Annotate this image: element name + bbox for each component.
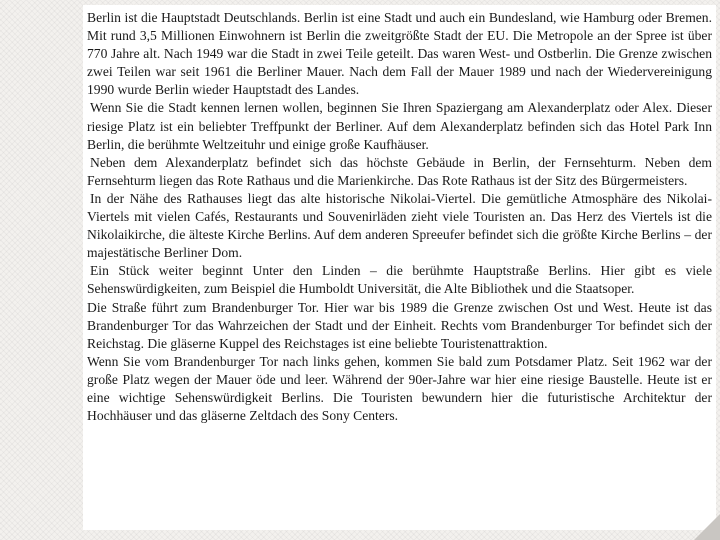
paragraph-alexanderplatz: Wenn Sie die Stadt kennen lernen wollen, beginnen Sie Ihren Spaziergang am Alexanderplatz oder Alex. Dieser riesige Platz ist ein beliebter Treffpunkt der Berliner. Auf dem Alexanderplatz befinden sich das Hotel Park Inn Berlin, die berühmte Weltzeituhr und einige große Kaufhäuser. <box>87 100 712 152</box>
paragraph-potsdamer-platz: Wenn Sie vom Brandenburger Tor nach links gehen, kommen Sie bald zum Potsdamer Platz. Seit 1962 war der große Platz wegen der Mauer öde und leer. Während der 90er-Jahre war hier eine riesige Baustelle. Heute ist er eine wichtige Sehenswürdigkeit Berlins. Die Touristen bewundern hier die futuristische Architektur der Hochhäuser und das gläserne Zeltdach des Sony Centers. <box>87 353 712 424</box>
page-curl-corner <box>694 514 720 540</box>
text-panel <box>83 5 716 530</box>
paragraph-fernsehturm: Neben dem Alexanderplatz befindet sich das höchste Gebäude in Berlin, der Fernsehturm. Neben dem Fernsehturm liegen das Rote Rathaus und die Marienkirche. Das Rote Rathaus ist der Sitz des Bürgermeisters. <box>87 154 712 188</box>
paragraph-brandenburger-tor: Die Straße führt zum Brandenburger Tor. Hier war bis 1989 die Grenze zwischen Ost und West. Heute ist das Brandenburger Tor das Wahrzeichen der Stadt und der Einheit. Rechts vom Brandenburger Tor befindet sich der Reichstag. Die gläserne Kuppel des Reichstages ist eine beliebte Touristenattraktion. <box>87 299 712 351</box>
paragraph-intro: Berlin ist die Hauptstadt Deutschlands. Berlin ist eine Stadt und auch ein Bundesland, wie Hamburg oder Bremen. Mit rund 3,5 Millionen Einwohnern ist Berlin die zweitgrößte Stadt der EU. Die Metropole an der Spree ist über 770 Jahre alt. Nach 1949 war die Stadt in zwei Teile geteilt. Das waren West- und Ostberlin. Die Grenze zwischen zwei Teilen war seit 1961 die Berliner Mauer. Nach dem Fall der Mauer 1989 und nach der Wiedervereinigung 1990 wurde Berlin wieder Hauptstadt des Landes. <box>87 10 712 98</box>
paragraph-nikolai-viertel: In der Nähe des Rathauses liegt das alte historische Nikolai-Viertel. Die gemütliche Atmosphäre des Nikolai-Viertels mit vielen Cafés, Restaurants und Souvenirläden zieht viele Touristen an. Das Herz des Viertels ist die Nikolaikirche, die älteste Kirche Berlins. Auf dem anderen Spreeufer befindet sich die größte Kirche Berlins – der majestätische Berliner Dom. <box>87 190 712 261</box>
paragraph-unter-den-linden: Ein Stück weiter beginnt Unter den Linden – die berühmte Hauptstraße Berlins. Hier gibt es viele Sehenswürdigkeiten, zum Beispiel die Humboldt Universität, die Alte Bibliothek und die Staatsoper. <box>87 263 712 297</box>
